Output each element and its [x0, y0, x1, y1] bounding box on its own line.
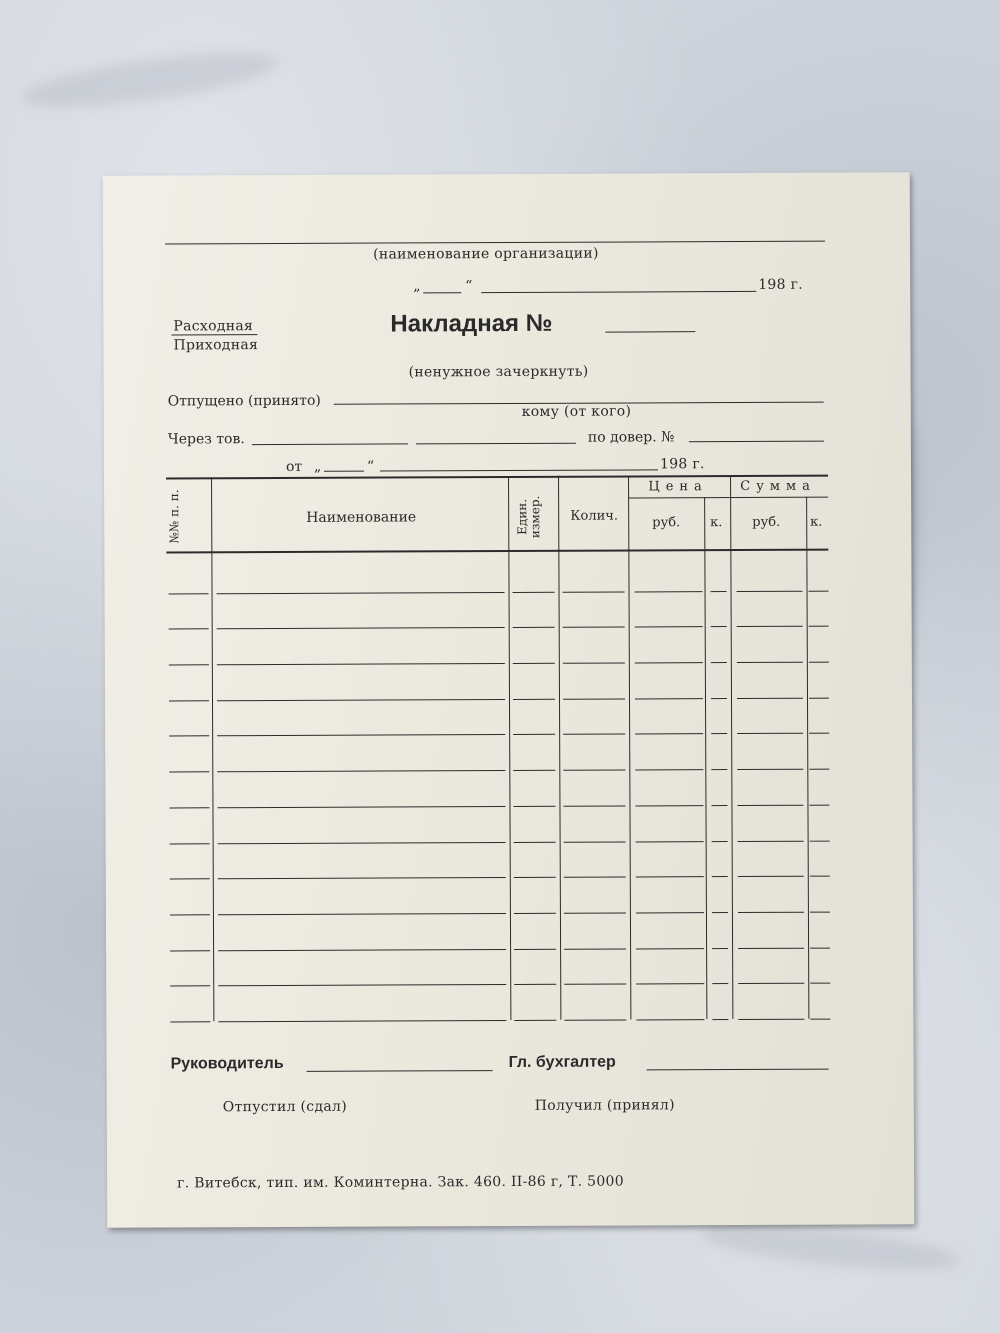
table-row-line[interactable] [810, 983, 830, 984]
table-column-divider [628, 475, 631, 1019]
table-row-line[interactable] [563, 805, 625, 806]
table-row-line[interactable] [810, 1019, 830, 1020]
table-row-line[interactable] [809, 805, 829, 806]
table-row-line[interactable] [217, 699, 505, 701]
table-row-line[interactable] [635, 662, 703, 663]
table-row-line[interactable] [711, 769, 727, 770]
printer-imprint: г. Витебск, тип. им. Коминтерна. Зак. 460. II-86 г, Т. 5000 [177, 1173, 624, 1192]
header-row-number: №№ п. п. [167, 489, 182, 544]
date-quote-close: “ [465, 278, 473, 295]
table-row-line[interactable] [217, 663, 505, 665]
table-row-line[interactable] [711, 805, 727, 806]
table-row-line[interactable] [169, 593, 209, 594]
goods-table [166, 475, 830, 1028]
table-row-line[interactable] [514, 1020, 556, 1021]
table-row-line[interactable] [217, 592, 505, 594]
table-row-line[interactable] [738, 876, 804, 877]
table-row-line[interactable] [218, 877, 506, 879]
header-sum-kop: к. [810, 514, 823, 530]
background-fold [699, 1217, 961, 1279]
by-proxy-label: по довер. № [587, 429, 675, 446]
manager-signature-line[interactable] [307, 1070, 493, 1072]
table-row-line[interactable] [636, 912, 704, 913]
table-row-line[interactable] [513, 734, 555, 735]
table-row-line[interactable] [738, 912, 804, 913]
table-row-line[interactable] [217, 806, 505, 808]
table-row-line[interactable] [809, 698, 829, 699]
header-price: Цена [648, 479, 708, 495]
table-row-line[interactable] [712, 983, 728, 984]
date-month-line[interactable] [481, 291, 756, 293]
background-fold [18, 42, 281, 118]
table-row-line[interactable] [809, 626, 829, 627]
from-day-line[interactable] [324, 471, 364, 472]
from-quote-open: „ [313, 458, 322, 475]
type-divider [171, 334, 257, 335]
table-row-line[interactable] [564, 1019, 626, 1020]
table-row-line[interactable] [636, 1019, 704, 1020]
organization-caption: (наименование организации) [373, 245, 599, 263]
table-row-line[interactable] [514, 877, 556, 878]
table-column-divider [704, 497, 707, 1019]
table-row-line[interactable] [514, 984, 556, 985]
from-year: 198 г. [659, 456, 705, 473]
table-row-line[interactable] [218, 1020, 506, 1022]
table-row-line[interactable] [170, 950, 210, 951]
table-row-line[interactable] [809, 733, 829, 734]
via-line-1[interactable] [252, 443, 408, 445]
table-row-line[interactable] [513, 699, 555, 700]
table-row-line[interactable] [217, 734, 505, 736]
proxy-number-line[interactable] [689, 441, 824, 443]
table-row-line[interactable] [809, 662, 829, 663]
table-row-line[interactable] [810, 912, 830, 913]
via-line-2[interactable] [416, 443, 576, 445]
table-row-line[interactable] [563, 769, 625, 770]
table-row-line[interactable] [712, 1019, 728, 1020]
chief-accountant-signature-line[interactable] [647, 1069, 829, 1071]
table-row-line[interactable] [169, 628, 209, 629]
table-row-line[interactable] [513, 592, 555, 593]
table-row-line[interactable] [636, 983, 704, 984]
table-column-divider [806, 497, 809, 1019]
date-quote-open: „ [413, 278, 421, 295]
from-month-line[interactable] [380, 469, 658, 471]
table-row-line[interactable] [810, 841, 830, 842]
table-row-line[interactable] [169, 664, 209, 665]
table-row-line[interactable] [218, 842, 506, 844]
table-row-line[interactable] [711, 698, 727, 699]
header-sum: Сумма [740, 478, 816, 494]
table-row-line[interactable] [563, 626, 625, 627]
table-row-line[interactable] [169, 771, 209, 772]
type-income-label: Приходная [173, 337, 259, 354]
table-row-line[interactable] [513, 770, 555, 771]
table-column-divider [730, 475, 733, 1019]
table-row-line[interactable] [170, 985, 210, 986]
table-row-line[interactable] [712, 912, 728, 913]
table-row-line[interactable] [563, 591, 625, 592]
table-row-line[interactable] [711, 733, 727, 734]
invoice-number-line[interactable] [605, 331, 695, 332]
table-row-line[interactable] [170, 1021, 210, 1022]
table-row-line[interactable] [564, 948, 626, 949]
table-row-line[interactable] [218, 949, 506, 951]
table-row-line[interactable] [635, 769, 703, 770]
table-row-line[interactable] [809, 769, 829, 770]
header-price-kop: к. [710, 515, 723, 531]
table-row-line[interactable] [564, 983, 626, 984]
table-row-line[interactable] [711, 626, 727, 627]
to-whom-caption: кому (от кого) [521, 403, 632, 420]
table-column-divider [211, 477, 214, 1021]
table-row-line[interactable] [218, 913, 506, 915]
table-row-line[interactable] [809, 591, 829, 592]
table-row-line[interactable] [737, 626, 803, 627]
table-row-line[interactable] [563, 662, 625, 663]
table-row-line[interactable] [513, 806, 555, 807]
table-row-line[interactable] [564, 912, 626, 913]
table-row-line[interactable] [514, 949, 556, 950]
table-row-line[interactable] [810, 876, 830, 877]
table-row-line[interactable] [218, 984, 506, 986]
released-label: Отпущено (принято) [167, 392, 321, 410]
table-row-line[interactable] [737, 662, 803, 663]
table-row-line[interactable] [217, 770, 505, 772]
table-row-line[interactable] [810, 948, 830, 949]
header-sum-rub: руб. [752, 514, 781, 530]
table-row-line[interactable] [635, 698, 703, 699]
organization-name-line[interactable] [165, 241, 825, 245]
header-quantity: Колич. [570, 508, 618, 524]
table-row-line[interactable] [712, 948, 728, 949]
table-column-divider [508, 476, 511, 1020]
table-row-line[interactable] [170, 843, 210, 844]
table-row-line[interactable] [513, 663, 555, 664]
table-row-line[interactable] [635, 805, 703, 806]
released-by-caption: Отпустил (сдал) [222, 1098, 347, 1116]
table-row-line[interactable] [635, 591, 703, 592]
table-column-divider [558, 476, 561, 1020]
from-label: от [285, 458, 303, 475]
table-row-line[interactable] [169, 807, 209, 808]
header-unit: Един. измер. [515, 495, 543, 539]
table-row-line[interactable] [738, 841, 804, 842]
strike-note: (ненужное зачеркнуть) [408, 363, 589, 381]
table-row-line[interactable] [737, 733, 803, 734]
invoice-form-sheet [103, 172, 915, 1228]
date-day-line[interactable] [423, 292, 461, 293]
table-row-line[interactable] [170, 914, 210, 915]
table-row-line[interactable] [513, 627, 555, 628]
table-row-line[interactable] [712, 841, 728, 842]
table-row-line[interactable] [636, 841, 704, 842]
table-row-line[interactable] [564, 876, 626, 877]
received-by-caption: Получил (принял) [534, 1097, 675, 1114]
table-row-line[interactable] [711, 662, 727, 663]
table-row-line[interactable] [170, 878, 210, 879]
from-quote-close: “ [366, 458, 375, 475]
table-row-line[interactable] [737, 769, 803, 770]
price-sum-subheader-line [628, 497, 828, 499]
table-row-line[interactable] [712, 876, 728, 877]
table-row-line[interactable] [635, 733, 703, 734]
table-row-line[interactable] [711, 591, 727, 592]
table-row-line[interactable] [738, 948, 804, 949]
table-row-line[interactable] [738, 1019, 804, 1020]
table-row-line[interactable] [564, 841, 626, 842]
date-year-suffix: 198 г. [758, 276, 803, 293]
table-row-line[interactable] [217, 627, 505, 629]
manager-label: Руководитель [170, 1054, 284, 1073]
table-row-line[interactable] [169, 735, 209, 736]
via-label: Через тов. [167, 431, 245, 448]
table-row-line[interactable] [169, 700, 209, 701]
table-row-line[interactable] [563, 733, 625, 734]
document-title: Накладная № [390, 309, 553, 338]
table-row-line[interactable] [738, 983, 804, 984]
table-row-line[interactable] [563, 698, 625, 699]
table-row-line[interactable] [636, 876, 704, 877]
table-row-line[interactable] [737, 698, 803, 699]
table-row-line[interactable] [737, 805, 803, 806]
table-row-line[interactable] [514, 913, 556, 914]
table-row-line[interactable] [635, 626, 703, 627]
table-row-line[interactable] [636, 948, 704, 949]
header-name: Наименование [306, 509, 417, 526]
chief-accountant-label: Гл. бухгалтер [508, 1053, 616, 1072]
table-row-line[interactable] [514, 842, 556, 843]
type-expense-label: Расходная [173, 318, 254, 335]
table-row-line[interactable] [737, 591, 803, 592]
header-price-rub: руб. [652, 515, 681, 531]
table-body [166, 549, 830, 1022]
